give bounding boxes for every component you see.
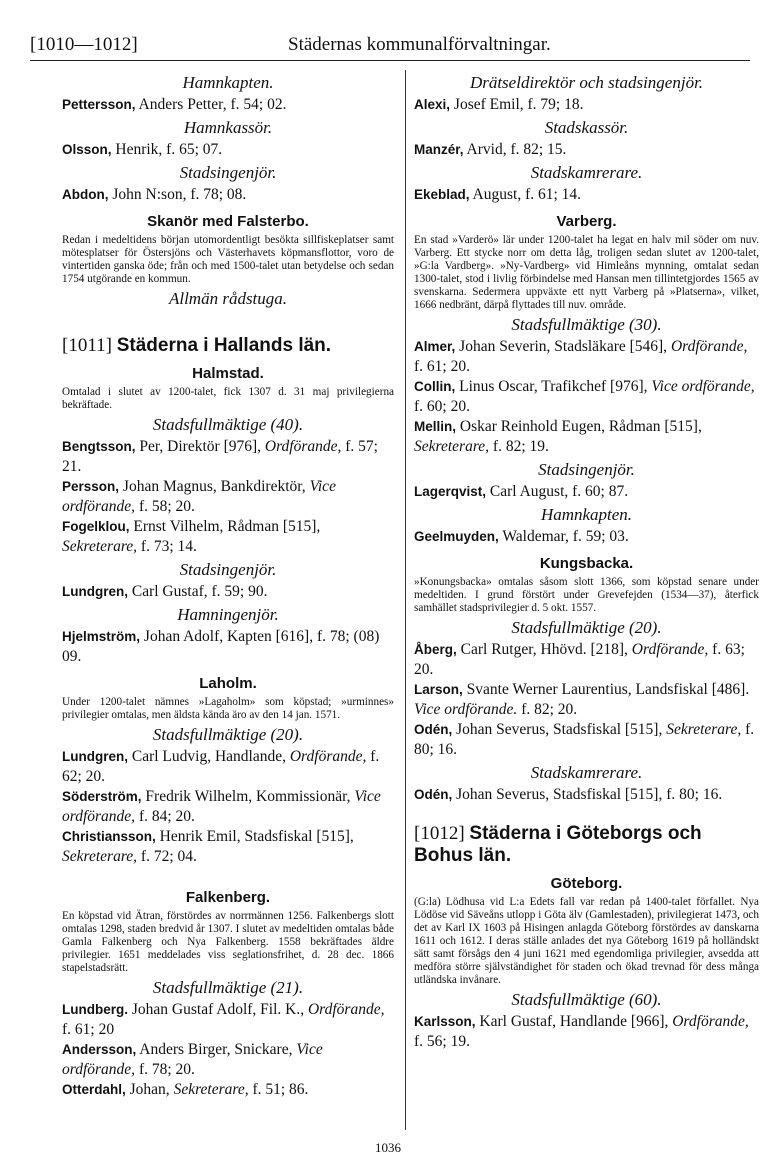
role-heading: Stadskassör.: [544, 118, 629, 137]
role-heading: Hamningenjör.: [177, 605, 279, 624]
town-heading: Halmstad.: [192, 365, 264, 382]
person-entry: Manzér, Arvid, f. 82; 15.: [414, 141, 567, 158]
person-entry: Persson, Johan Magnus, Bankdirektör, Vice ordförande, f. 58; 20.: [62, 478, 336, 515]
section-heading: [1011] Städerna i Hallands län.: [62, 335, 332, 356]
council-heading: Stadsfullmäktige (21).: [152, 978, 304, 997]
role-heading: Stadskamrerare.: [530, 763, 643, 782]
role-heading: Stadsingenjör.: [179, 163, 277, 182]
town-note: En köpstad vid Ätran, förstördes av norrmännen 1256. Falkenbergs slott omtalas 1298, staden bredvid år 1307. I slutet av medeltiden omtalas både Gamla Falkenberg och Nya Falkenberg. 1558 bekräftades äldre privilegier. 1651 meddelades viss seglationsfrihet, d. 28 dec. 1866 stapelstadsrätt.: [62, 910, 394, 974]
council-heading: Stadsfullmäktige (30).: [511, 315, 662, 334]
person-entry: Fogelklou, Ernst Vilhelm, Rådman [515], Sekreterare, f. 73; 14.: [62, 518, 321, 555]
person-entry: Lundberg. Johan Gustaf Adolf, Fil. K., Ordförande, f. 61; 20: [62, 1001, 385, 1038]
council-heading: Stadsfullmäktige (20).: [511, 618, 662, 637]
council-heading: Stadsfullmäktige (60).: [511, 990, 662, 1009]
person-entry: Christiansson, Henrik Emil, Stadsfiskal [515], Sekreterare, f. 72; 04.: [62, 828, 354, 865]
role-heading: Stadsingenjör.: [538, 460, 635, 479]
person-entry: Geelmuyden, Waldemar, f. 59; 03.: [414, 528, 629, 545]
role-heading: Stadskamrerare.: [530, 163, 643, 182]
town-note: »Konungsbacka» omtalas såsom slott 1366, som köpstad senare under medeltiden. I grund förstört under Grevefejden (1534—37), återfick samhället stadsprivilegier d. 5 okt. 1557.: [414, 576, 759, 614]
town-note: En stad »Varderö» lär under 1200-talet ha legat en halv mil söder om nuv. Varberg. Ett stycke norr om detta låg, troligen sedan slutet av 1200-talet, »G:la Vardberg». »Ny-Vardberg» vid Himleåns mynning, omtalat sedan 1300-talet, stod i livlig förbindelse med Hansan men tillintetgjordes 1565 av svenskarna. Sedermera uppväxte ett nytt Varberg på »Platserna», vilket, 1666 nedbränt, därpå flyttades till nuv. område.: [414, 234, 759, 311]
person-entry: Odén, Johan Severus, Stadsfiskal [515], f. 80; 16.: [414, 786, 723, 803]
person-entry: Odén, Johan Severus, Stadsfiskal [515], Sekreterare, f. 80; 16.: [414, 721, 755, 758]
role-heading: Stadsingenjör.: [179, 560, 277, 579]
page-number: 1036: [375, 1140, 401, 1155]
town-note: Under 1200-talet nämnes »Lagaholm» som köpstad; »urminnes» privilegier omtalas, men äldsta kända äro av den 14 jan. 1571.: [62, 696, 394, 721]
council-heading: Stadsfullmäktige (20).: [152, 725, 304, 744]
person-entry: Åberg, Carl Rutger, Hhövd. [218], Ordförande, f. 63; 20.: [414, 641, 745, 678]
town-note: (G:la) Lödhusa vid L:a Edets fall var redan på 1400-talet förfallet. Nya Lödöse vid Säveåns utlopp i Göta älv (Gamlestaden), privilegierat 1473, och det av Karl IX 1603 på Hisingen anlagda Göteborg förstördes av danskarna 1611 och 1612. I deras ställe anlades det nya Göteborg 1619 på holländskt sätt samt försågs den 4 juni 1621 med egendomliga privilegier, avsedda att medföra större självständighet för staden och ökad trevnad för dess många utländska invånare.: [414, 896, 759, 986]
role-heading: Hamnkapten.: [540, 505, 633, 524]
town-heading: Laholm.: [199, 675, 257, 692]
person-entry: Olsson, Henrik, f. 65; 07.: [62, 141, 223, 158]
right-column: [414, 70, 759, 1052]
town-heading: Falkenberg.: [185, 889, 271, 906]
person-entry: Pettersson, Anders Petter, f. 54; 02.: [62, 96, 287, 113]
town-heading: Kungsbacka.: [539, 555, 634, 572]
left-column: [62, 70, 394, 1100]
person-entry: Lundgren, Carl Gustaf, f. 59; 90.: [62, 583, 268, 600]
role-heading: Drätseldirektör och stadsingenjör.: [469, 73, 704, 92]
town-note: Redan i medeltidens början utomordentligt besökta sillfiskeplatser samt mötesplatser för Östersjöns och Västerhavets köpmansflottor, voro de vintertiden ganska öde; från och med 1500-talet utan betydelse och sedan 1754 utgörande en kommun.: [62, 234, 394, 285]
person-entry: Karlsson, Karl Gustaf, Handlande [966], Ordförande, f. 56; 19.: [414, 1013, 749, 1050]
town-heading: Göteborg.: [550, 875, 623, 892]
person-entry: Andersson, Anders Birger, Snickare, Vice ordförande, f. 78; 20.: [62, 1041, 323, 1078]
town-heading: Varberg.: [556, 213, 617, 230]
page-range: [1010—1012]: [30, 34, 138, 55]
person-entry: Collin, Linus Oscar, Trafikchef [976], Vice ordförande, f. 60; 20.: [414, 378, 755, 415]
role-heading: Hamnkassör.: [183, 118, 273, 137]
town-heading: Skanör med Falsterbo.: [147, 213, 309, 230]
person-entry: Mellin, Oskar Reinhold Eugen, Rådman [515], Sekreterare, f. 82; 19.: [414, 418, 702, 455]
page-header: [30, 34, 750, 61]
council-heading: Stadsfullmäktige (40).: [152, 415, 304, 434]
person-entry: Abdon, John N:son, f. 78; 08.: [62, 186, 247, 203]
person-entry: Lundgren, Carl Ludvig, Handlande, Ordförande, f. 62; 20.: [62, 748, 380, 785]
person-entry: Larson, Svante Werner Laurentius, Landsfiskal [486]. Vice ordförande. f. 82; 20.: [414, 681, 750, 718]
council-heading: Allmän rådstuga.: [168, 289, 288, 308]
town-note: Omtalad i slutet av 1200-talet, fick 1307 d. 31 maj privilegierna bekräftade.: [62, 386, 394, 411]
person-entry: Lagerqvist, Carl August, f. 60; 87.: [414, 483, 629, 500]
person-entry: Ekeblad, August, f. 61; 14.: [414, 186, 582, 203]
person-entry: Bengtsson, Per, Direktör [976], Ordförande, f. 57; 21.: [62, 438, 378, 475]
role-heading: Hamnkapten.: [182, 73, 274, 92]
person-entry: Hjelmström, Johan Adolf, Kapten [616], f. 78; (08) 09.: [62, 628, 380, 665]
person-entry: Alexi, Josef Emil, f. 79; 18.: [414, 96, 584, 113]
person-entry: Otterdahl, Johan, Sekreterare, f. 51; 86.: [62, 1081, 309, 1098]
section-heading: [1012] Städerna i Göteborgs och Bohus län.: [414, 823, 702, 866]
person-entry: Almer, Johan Severin, Stadsläkare [546], Ordförande, f. 61; 20.: [414, 338, 748, 375]
person-entry: Söderström, Fredrik Wilhelm, Kommissionär, Vice ordförande, f. 84; 20.: [62, 788, 381, 825]
column-divider: [405, 70, 406, 1130]
running-title: Städernas kommunalförvaltningar.: [288, 34, 551, 55]
